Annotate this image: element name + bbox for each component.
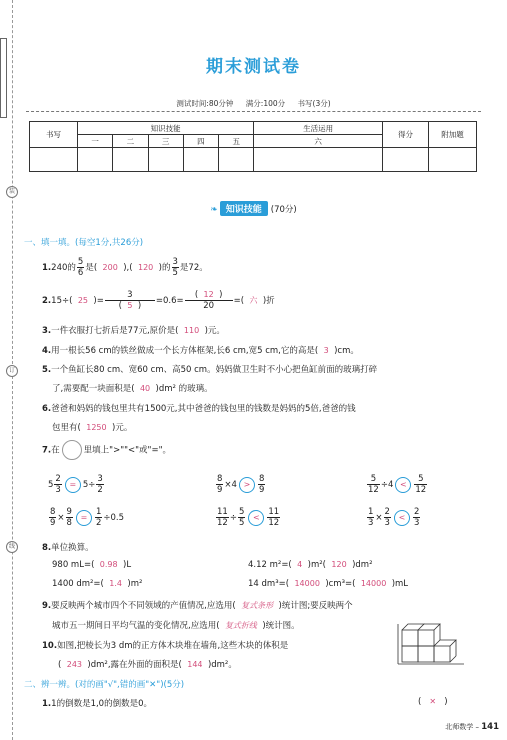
question-7: 7.在 里填上">""<"或"="。: [42, 440, 171, 460]
answer[interactable]: 200: [102, 263, 118, 272]
judge-question-1: 1.1的倒数是1,0的倒数是0。: [42, 699, 152, 709]
compare-item: $\frac{11}{12}$ ÷ $\frac{5}{5}$ < $\frac{11}{12}$: [217, 507, 280, 528]
answer[interactable]: 120: [137, 263, 154, 272]
col-extra: 附加题: [429, 122, 477, 148]
score-cell[interactable]: [78, 148, 113, 172]
answer[interactable]: 0.98: [99, 560, 118, 569]
score-cell[interactable]: [429, 148, 477, 172]
answer-circle[interactable]: =: [76, 510, 92, 526]
page-title: 期末测试卷: [206, 57, 301, 77]
page-number: 141: [481, 722, 499, 732]
question-4: 4.用一根长56 cm的铁丝做成一个长方体框架,长6 cm,宽5 cm,它的高是( 3 )cm。: [42, 346, 359, 356]
question-9-cont: 城市五一期间日平均气温的变化情况,应选用( 复式折线 )统计图。: [52, 621, 300, 631]
answer-circle[interactable]: >: [239, 477, 255, 493]
col-num: 六: [254, 135, 383, 148]
answer[interactable]: 复式折线: [224, 621, 257, 630]
col-knowledge: 知识技能: [78, 122, 254, 135]
unit-conversion: 980 mL=( 0.98 )L: [52, 560, 132, 570]
score-cell[interactable]: [254, 148, 383, 172]
answer[interactable]: 110: [183, 326, 200, 335]
answer[interactable]: 六: [249, 296, 258, 305]
answer-circle[interactable]: <: [395, 477, 411, 493]
score-cell[interactable]: [183, 148, 218, 172]
answer[interactable]: 复式条形: [241, 601, 274, 610]
section-score: (70分): [270, 205, 297, 215]
compare-item: $\frac{1}{3}$ × $\frac{2}{3}$ < $\frac{2}{3}$: [368, 507, 420, 528]
judge-answer: ( ✕ ): [418, 697, 448, 707]
question-8: 8.单位换算。: [42, 543, 94, 553]
score-cell[interactable]: [148, 148, 183, 172]
unit-conversion: 4.12 m²=( 4 )m²( 120 )dm²: [248, 560, 373, 570]
answer[interactable]: 14000: [294, 579, 320, 588]
score-cell[interactable]: [383, 148, 429, 172]
answer[interactable]: 5: [127, 301, 133, 310]
binding-hole: 线: [6, 541, 18, 553]
page-footer: 北师数学 – 141: [445, 722, 499, 732]
col-num: 一: [78, 135, 113, 148]
answer[interactable]: 243: [66, 660, 83, 669]
exam-time: 测试时间:80分钟: [176, 99, 234, 108]
question-5-cont: 了,需要配一块面积是( 40 )dm² 的玻璃。: [52, 384, 213, 394]
answer[interactable]: 3: [323, 346, 329, 355]
exam-meta: [0, 98, 507, 109]
answer-circle[interactable]: =: [65, 477, 81, 493]
question-1: 1.240的 $\frac{5}{6}$ 是( 200 ),( 120 )的 $\frac{3}{5}$ 是72。: [42, 257, 208, 278]
footprint-icon: ❧: [210, 205, 218, 215]
answer[interactable]: 25: [77, 296, 89, 305]
part2-heading: 二、辨一辨。(对的画"√",错的画"✕")(5分): [24, 680, 185, 690]
compare-item: $\frac{8}{9}$ × $\frac{9}{8}$ = $\frac{1}{2}$ ÷0.5: [50, 507, 125, 528]
score-table: [29, 121, 477, 172]
unit-conversion: 14 dm³=( 14000 )cm³=( 14000 )mL: [248, 579, 409, 589]
answer[interactable]: 1250: [86, 423, 107, 432]
binding-hole: 装: [6, 186, 18, 198]
question-2: 2.15÷( 25 )= $\frac{3}{( 5 )}$ =0.6= $\frac{( 12 )}{20}$ =( 六 )折: [42, 290, 275, 311]
answer[interactable]: 144: [187, 660, 203, 669]
score-cell[interactable]: [113, 148, 148, 172]
score-cell[interactable]: [30, 148, 78, 172]
question-10-cont: ( 243 )dm²,露在外面的面积是( 144 )dm²。: [58, 660, 237, 670]
binding-hole: 订: [6, 365, 18, 377]
col-num: 五: [219, 135, 254, 148]
question-6-cont: 包里有( 1250 )元。: [52, 423, 133, 433]
answer[interactable]: 14000: [360, 579, 387, 588]
answer[interactable]: 1.4: [109, 579, 122, 588]
blank-circle: [62, 440, 82, 460]
exam-full-score: 满分:100分: [245, 99, 286, 108]
compare-item: $\frac{8}{9}$ ×4 > $\frac{8}{9}$: [217, 474, 265, 495]
question-6: 6.爸爸和妈妈的钱包里共有1500元,其中爸爸的钱包里的钱数是妈妈的5倍,爸爸的钱: [42, 404, 356, 414]
question-9: 9.要反映两个城市四个不同领域的产值情况,应选用( 复式条形 )统计图;要反映两个: [42, 601, 353, 611]
stacked-cubes-figure: [396, 620, 466, 666]
answer[interactable]: 12: [203, 290, 214, 299]
answer-circle[interactable]: <: [394, 510, 410, 526]
question-10: 10.如图,把棱长为3 dm的正方体木块堆在墙角,这些木块的体积是: [42, 641, 289, 651]
part1-heading: 一、填一填。(每空1分,共26分): [24, 238, 144, 248]
col-num: 三: [148, 135, 183, 148]
col-score: 得分: [383, 122, 429, 148]
answer[interactable]: 4: [297, 560, 303, 569]
exam-writing-score: 书写(3分): [297, 99, 331, 108]
question-5: 5.一个鱼缸长80 cm、宽60 cm、高50 cm。妈妈做卫生时不小心把鱼缸前面的玻璃打碎: [42, 365, 378, 375]
divider: [26, 111, 481, 112]
section-title: 知识技能: [220, 201, 268, 216]
question-3: 3.一件衣服打七折后是77元,原价是( 110 )元。: [42, 326, 225, 336]
compare-item: 5 $\frac{2}{3}$ = 5÷ $\frac{3}{2}$: [48, 474, 103, 495]
col-num: 二: [113, 135, 148, 148]
col-writing: 书写: [30, 122, 78, 148]
unit-conversion: 1400 dm²=( 1.4 )m²: [52, 579, 143, 589]
answer[interactable]: ✕: [429, 697, 437, 706]
score-cell[interactable]: [219, 148, 254, 172]
section-header: [0, 201, 507, 216]
answer-circle[interactable]: <: [248, 510, 264, 526]
col-application: 生活运用: [254, 122, 383, 135]
answer[interactable]: 120: [331, 560, 347, 569]
compare-item: $\frac{5}{12}$ ÷4 < $\frac{5}{12}$: [368, 474, 427, 495]
answer[interactable]: 40: [139, 384, 151, 393]
col-num: 四: [183, 135, 218, 148]
book-label: 北师数学: [445, 723, 474, 731]
